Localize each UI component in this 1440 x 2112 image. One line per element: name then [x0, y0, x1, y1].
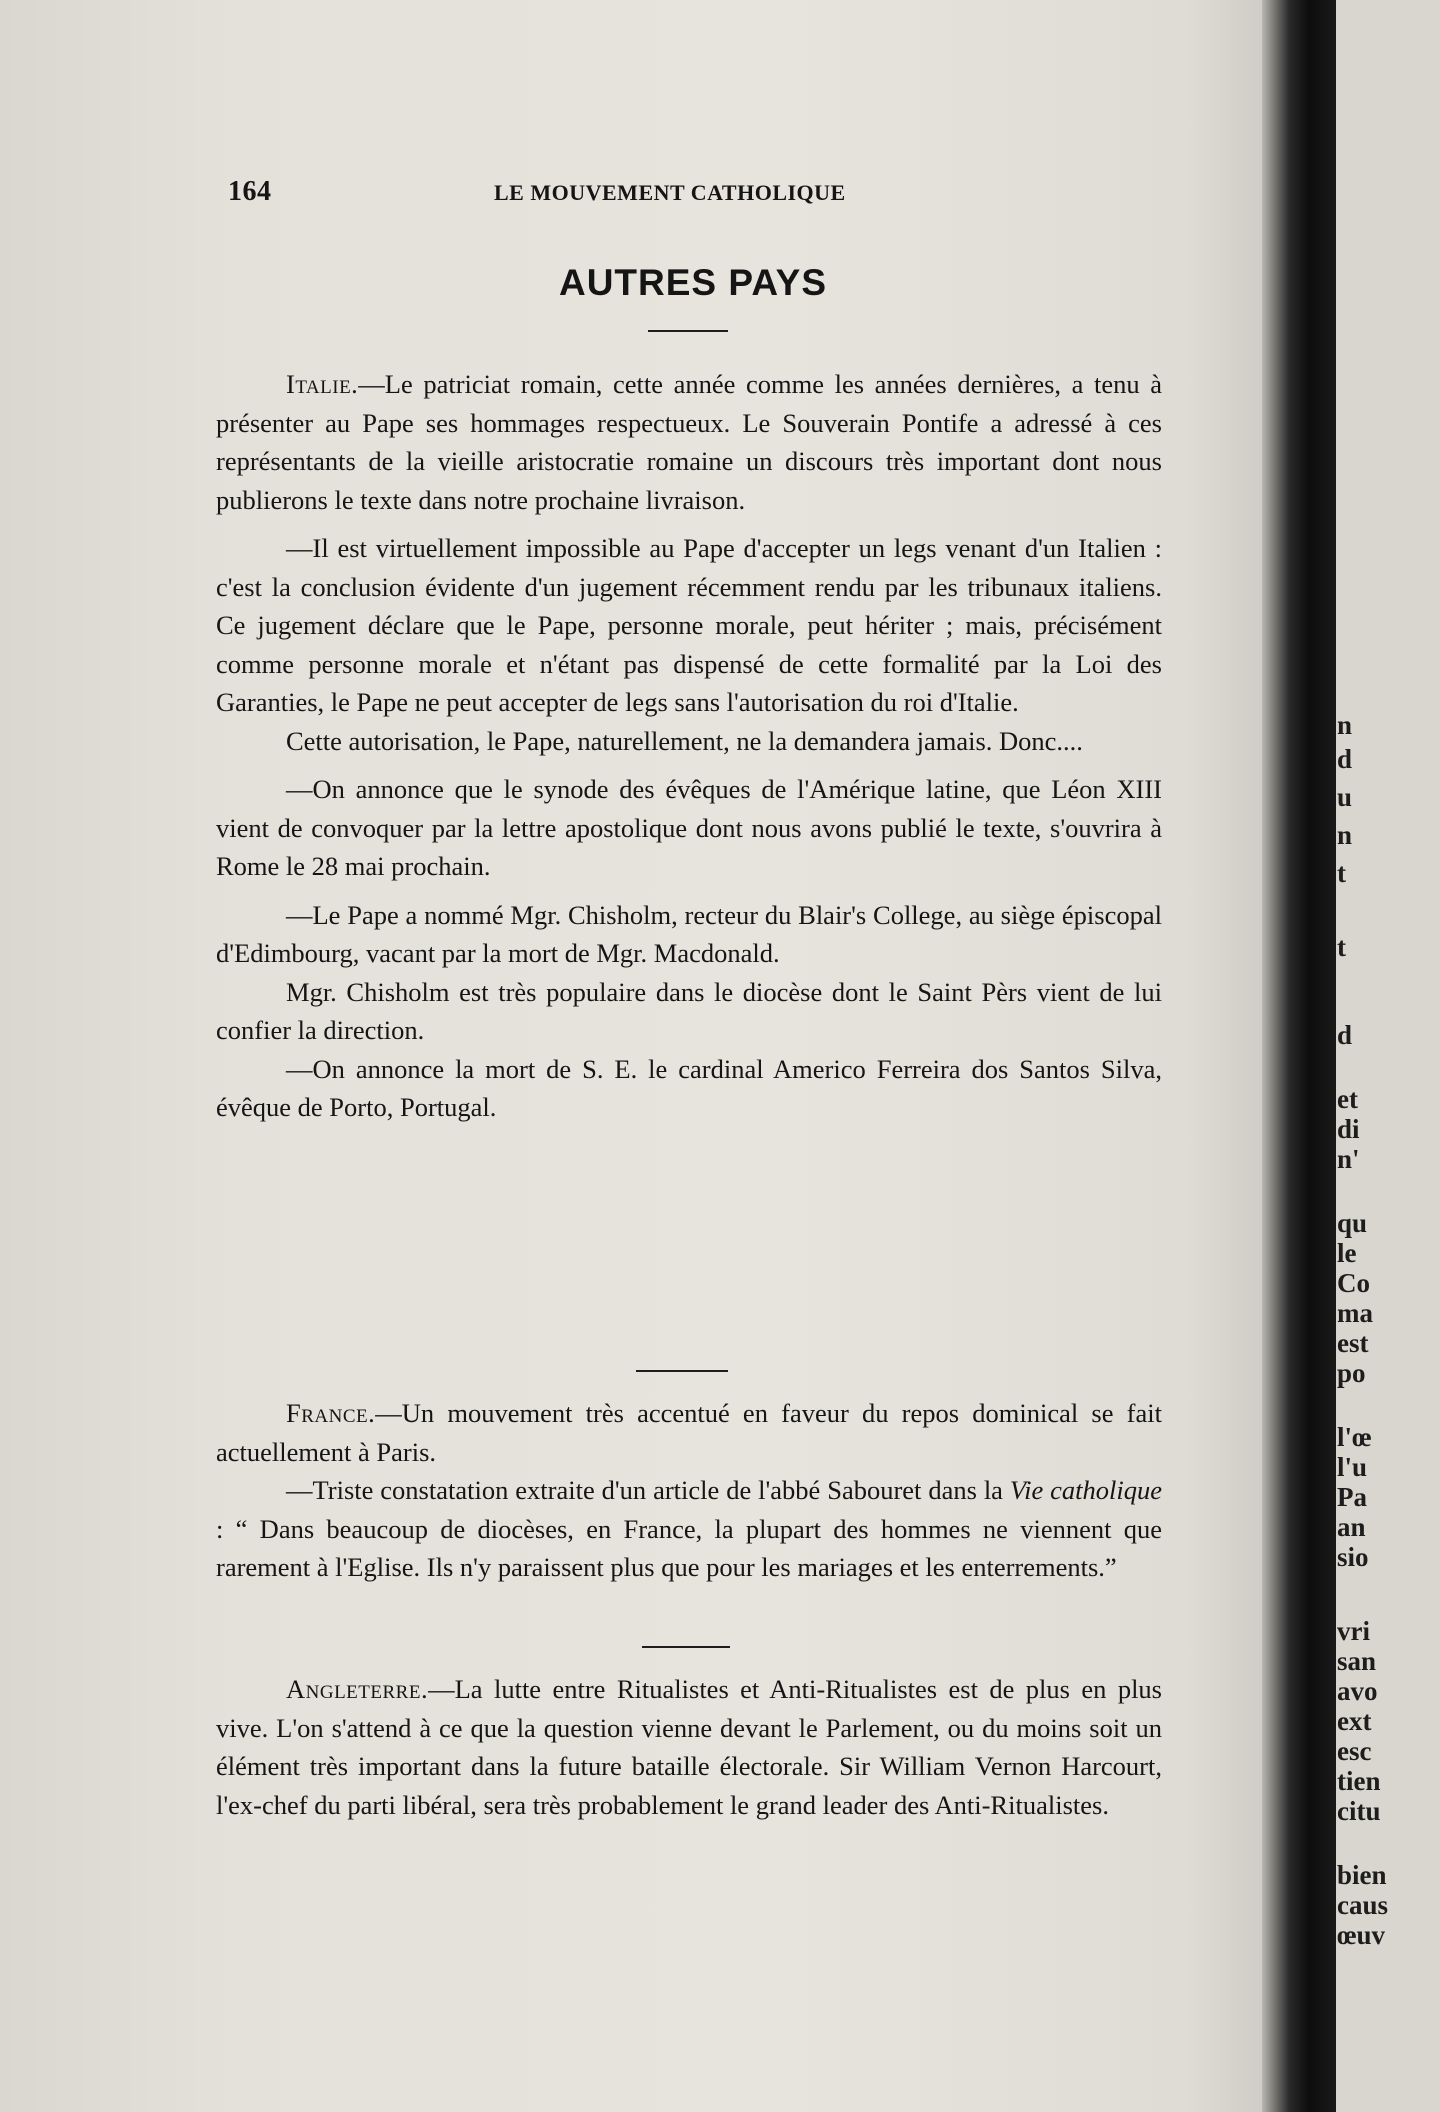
text-fragment: et [1337, 1084, 1358, 1114]
paragraph: —Le Pape a nommé Mgr. Chisholm, recteur du Blair's College, au siège épiscopal d'Edimbourg, vacant par la mort de Mgr. Macdonald. [216, 899, 1162, 968]
text-fragment: po [1337, 1358, 1366, 1388]
paragraph: Mgr. Chisholm est très populaire dans le diocèse dont le Saint Pèrs vient de lui confier la direction. [216, 976, 1162, 1045]
text-fragment: n' [1337, 1144, 1360, 1174]
text-fragment: n [1337, 710, 1353, 740]
text-fragment: Co [1337, 1268, 1370, 1298]
country-label: France. [286, 1398, 376, 1428]
text-fragment: ma [1337, 1298, 1373, 1328]
text-fragment: qu [1337, 1208, 1368, 1238]
text-fragment: ext [1337, 1706, 1372, 1736]
text-fragment: sio [1337, 1542, 1369, 1572]
text-fragment: caus [1337, 1890, 1389, 1920]
next-page-edge [1336, 0, 1440, 2112]
country-label: Italie. [286, 369, 359, 399]
text-fragment: esc [1337, 1736, 1372, 1766]
text-fragment: n [1337, 820, 1353, 850]
paragraph: Cette autorisation, le Pape, naturellement, ne la demandera jamais. Donc.... [286, 725, 1083, 756]
text-fragment: tien [1337, 1766, 1381, 1796]
text-fragment: bien [1337, 1860, 1387, 1890]
text-fragment: t [1337, 932, 1346, 962]
text-fragment: an [1337, 1512, 1366, 1542]
text-fragment: citu [1337, 1796, 1381, 1826]
paragraph: —Il est virtuellement impossible au Pape d'accepter un legs venant d'un Italien : c'est la conclusion évidente d'un jugement récemment rendu par les tribunaux italiens. Ce jugement déclare que le Pape, personne morale, peut hériter ; mais, précisément comme personne morale et n'étant pas dispensé de cette formalité par la Loi des Garanties, le Pape ne peut accepter de legs sans l'autorisation du roi d'Italie. [216, 533, 1162, 717]
country-label: Angleterre. [286, 1674, 429, 1704]
page-number: 164 [228, 176, 272, 207]
text-fragment: t [1337, 858, 1346, 888]
text-fragment: avo [1337, 1676, 1378, 1706]
running-head-title: LE MOUVEMENT CATHOLIQUE [494, 180, 846, 205]
angleterre-section [216, 1670, 1162, 1824]
text-fragment: Pa [1337, 1482, 1367, 1512]
paragraph: —Triste constatation extraite d'un article de l'abbé Sabouret dans la Vie catholique : “ Dans beaucoup de diocèses, en France, la plupart des hommes ne viennent que rarement à l'Eglise. Ils n'y paraissent plus que pour les mariages et les enterrements.” [216, 1475, 1163, 1582]
text-fragment: le [1337, 1238, 1357, 1268]
text-fragment: l'u [1337, 1452, 1368, 1482]
text-fragment: œuv [1337, 1920, 1386, 1950]
text-fragment: d [1337, 744, 1353, 774]
section-title: AUTRES PAYS [558, 262, 827, 303]
publication-title: Vie catholique [1009, 1475, 1163, 1505]
text-fragment: vri [1337, 1616, 1370, 1646]
section-rule [642, 1646, 730, 1648]
italie-section [216, 365, 1162, 1127]
paragraph: —On annonce la mort de S. E. le cardinal Americo Ferreira dos Santos Silva, évêque de Porto, Portugal. [216, 1053, 1162, 1122]
paragraph: Italie.—Le patriciat romain, cette année comme les années dernières, a tenu à présenter au Pape ses hommages respectueux. Le Souverain Pontife a adressé à ces représentants de la vieille aristocratie romaine un discours très important dont nous publierons le texte dans notre prochaine livraison. [216, 369, 1162, 515]
text-fragment: est [1337, 1328, 1369, 1358]
france-section [216, 1394, 1162, 1587]
paragraph: Angleterre.—La lutte entre Ritualistes et Anti-Ritualistes est de plus en plus vive. L'on s'attend à ce que la question vienne devant le Parlement, ou du moins soit un élément très important dans la future bataille électorale. Sir William Vernon Harcourt, l'ex-chef du parti libéral, sera très probablement le grand leader des Anti-Ritualistes. [216, 1674, 1162, 1820]
text-fragment: l'œ [1337, 1422, 1372, 1452]
text-fragment: u [1337, 782, 1353, 812]
text-fragment: di [1337, 1114, 1360, 1144]
section-rule [636, 1370, 728, 1372]
text-fragment: san [1337, 1646, 1377, 1676]
title-rule [648, 330, 728, 332]
book-gutter [1262, 0, 1340, 2112]
paragraph: France.—Un mouvement très accentué en faveur du repos dominical se fait actuellement à Paris. [216, 1398, 1162, 1467]
paragraph: —On annonce que le synode des évêques de l'Amérique latine, que Léon XIII vient de convoquer par la lettre apostolique dont nous avons publié le texte, s'ouvrira à Rome le 28 mai prochain. [216, 774, 1162, 881]
text-fragment: d [1337, 1020, 1353, 1050]
